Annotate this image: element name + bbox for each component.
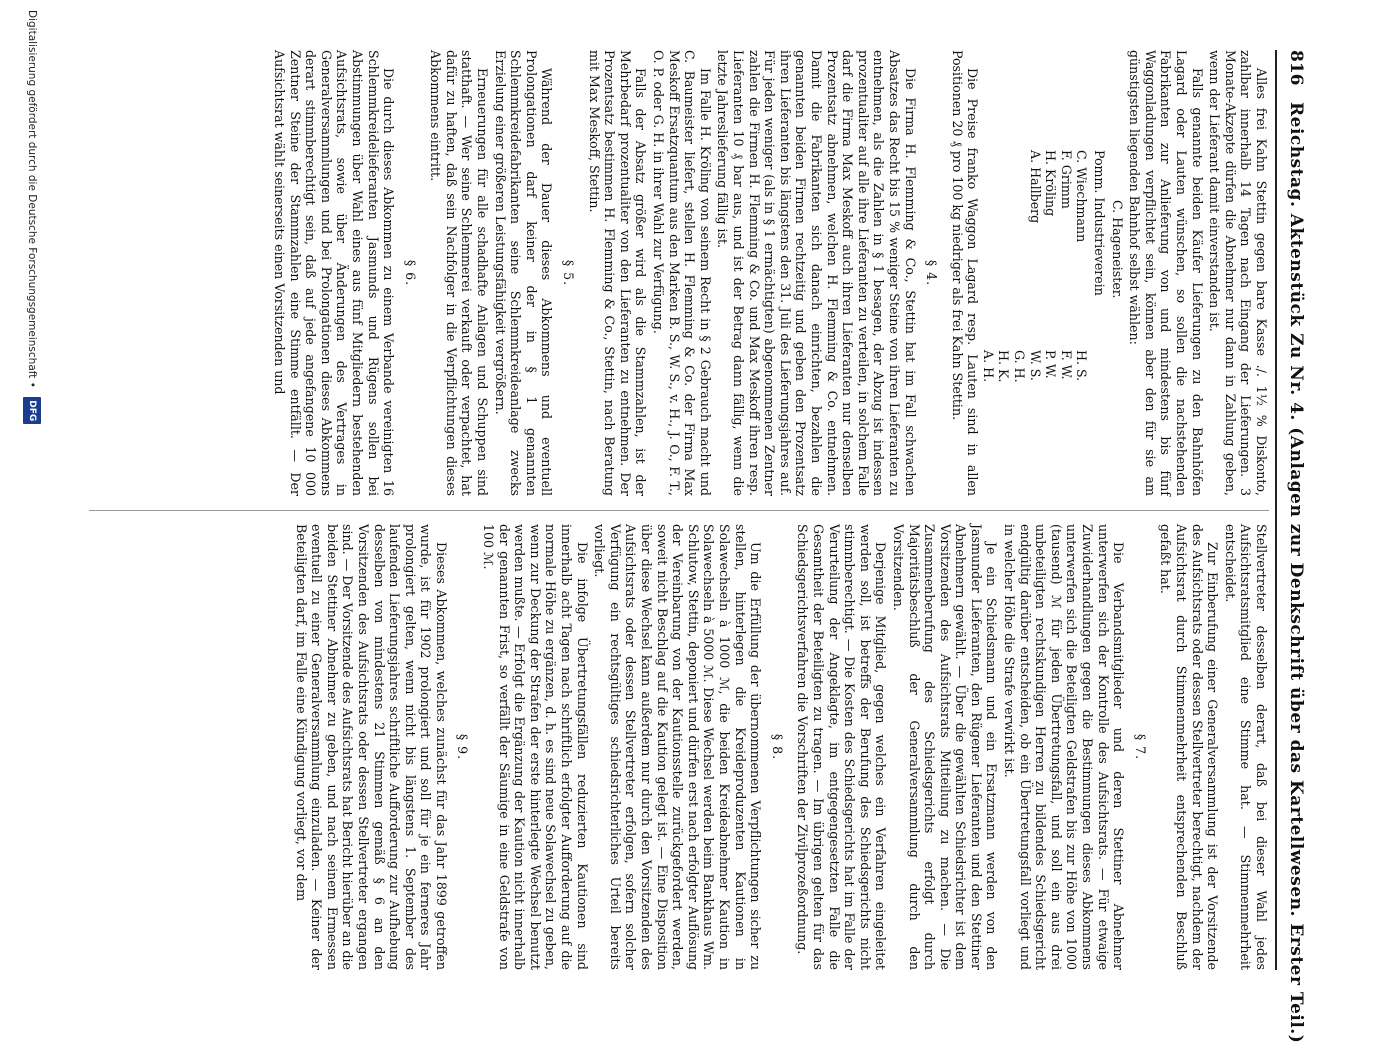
paragraph: Die durch dieses Abkommen zu einem Verbande vereinigten 16 Schlemmkreidelieferanten Jasmunds und Rügens sollen bei Abstimmungen über Wahl eines aus fünf Mitgliedern bestehenden Aufsichtsrats, sowie über Änderungen des Vertrages in Generalversammlungen und bei Prolongationen dieses Abkommens derart stimmberechtigt sein, daß auf jede angefangene 10 000 Zentner Steine der Stammzahlen eine Stimme entfällt. — Der Aufsichtsrat wählt seinerseits einen Vorsitzenden und	[271, 50, 397, 496]
signatory-initials: F. W.	[1058, 350, 1074, 380]
paragraph: Falls genannte beiden Käufer Lieferungen zu den Bahnhöfen Lagard oder Lauten wünschen, so sollen die nachstehenden Fabrikanten zur Anlieferung von und mindestens bis fünf Waggonladungen verpflichtet sein, können aber den für sie am günstigsten liegenden Bahnhof selbst wählen:	[1127, 50, 1205, 496]
section-heading: § 9.	[455, 733, 471, 761]
signatory-heading: C. Hageneister.	[1109, 200, 1125, 299]
left-column	[269, 50, 1269, 496]
notice-text: Digitalisierung gefördert durch die Deutsche Forschungsgemeinschaft •	[26, 10, 38, 388]
signatory-row	[1012, 50, 1028, 496]
section-heading: § 4.	[924, 259, 940, 287]
signatory-initials: W. S.	[1027, 350, 1043, 381]
paragraph: Falls der Absatz größer wird als die Stammzahlen, ist der Mehrbedarf prozentualiter von den Lieferanten zu entnehmen. Der Prozentsatz bestimmen H. Flemming & Co., Stettin, nach Beratung mit Max Meskoff, Stettin.	[586, 50, 649, 496]
signatory-name: A. Hallberg	[1027, 150, 1043, 224]
signatory-row	[1058, 50, 1074, 496]
signatory-name: F. Grimm	[1058, 150, 1074, 209]
signatory-row	[980, 50, 996, 496]
section-heading: § 8.	[769, 733, 785, 761]
signatory-row	[1074, 50, 1090, 496]
paragraph: Zur Einberufung einer Generalversammlung ist der Vorsitzende des Aufsichtsrats oder dessen Stellvertreter berechtigt, nachdem der Aufsichtsrat durch Stimmenmehrheit entsprechenden Beschluß gefaßt hat.	[1158, 524, 1221, 970]
section-heading: § 5.	[561, 259, 577, 287]
paragraph: Erneuerungen für alle schadhafte Anlagen und Schuppen sind statthaft. — Wer seine Schlemmerei verkauft oder verpachtet, hat dafür zu haften, daß sein Nachfolger in die Verpflichtungen dieses Abkommens eintritt.	[428, 50, 491, 496]
paragraph: Derjenige Mitglied, gegen welches ein Verfahren eingeleitet werden soll, ist betreffs der Berufung des Schiedsgerichts nicht stimmberechtigt. — Die Kosten des Schiedsgerichts hat im Falle der Verurteilung der Angeklagte, im entgegengesetzten Falle die Gesamtheit der Beteiligten zu tragen. — Im übrigen gelten für das Schiedsgerichtsverfahren die Vorschriften der Zivilprozeßordnung.	[795, 524, 889, 970]
signatory-initials: P. W.	[1043, 350, 1059, 379]
column-divider	[89, 510, 1269, 511]
header-rule	[1275, 50, 1277, 970]
paragraph: Die Firma H. Flemming & Co., Stettin hat im Fall schwachen Absatzes das Recht bis 15 % weniger Steine von ihren Lieferanten zu entnehmen, als die Zahlen in § 1 besagen, der Abzug ist indessen prozentualiter auf alle ihre Lieferanten zu verteilen, in solchem Falle darf die Firma Max Meskoff auch ihren Lieferanten nur denselben Prozentsatz abnehmen, welchen H. Flemming & Co. entnehmen. Damit die Fabrikanten sich danach einrichten, bezahlen die genannten beiden Firmen rechtzeitig und geben den Prozentsatz ihren Lieferanten bis längstens den 31. Juli des Lieferungsjahres auf. Für jeden weniger (als in § 1 ermächtigten) abgenommenen Zentner zahlen die Firmen H. Flemming & Co. und Max Meskoff ihren resp. Lieferanten 10 ₰ bar aus, und ist der Betrag dann fällig, wenn die letzte Jahreslieferung fällig ist.	[715, 50, 918, 496]
page-sheet	[83, 50, 1313, 1043]
dfg-logo-icon: DFG	[23, 397, 41, 424]
page-number: 816	[1286, 50, 1306, 86]
page-title: Reichstag. Aktenstück Zu Nr. 4. (Anlagen zur Denkschrift über das Kartellwesen. Erster Teil.)	[1286, 102, 1306, 1043]
signatory-name	[1012, 50, 1028, 350]
paragraph: Im Falle H. Kröling von seinem Recht in § 2 Gebrauch macht und C. Baumeister liefert, stellen H. Flemming & Co. der Firma Max Meskoff Ersatzquantum aus den Marken B. S., W. S., v. H., J. O., F. T., O. P. oder G. H. in ihrer Wahl zur Verfügung.	[651, 50, 713, 496]
signatory-name: C. Wiechmann	[1074, 150, 1090, 243]
signatory-name	[996, 50, 1012, 350]
signatory-name: H. Kröling	[1043, 150, 1059, 217]
paragraph: Die Preise franko Waggon Lagard resp. Lauten sind in allen Positionen 20 ₰ pro 100 kg niedriger als frei Kahn Stettin.	[949, 50, 981, 496]
signatory-row	[1043, 50, 1059, 496]
section-heading: § 6.	[402, 259, 418, 287]
paragraph: Die Verbandsmitglieder und deren Stettiner Abnehmer unterwerfen sich der Kontrolle des Aufsichtsrats. — Für etwaige Zuwiderhandlungen gegen die Bestimmungen dieses Abkommens unterwerfen sich die Beteiligten Geldstrafen bis zur Höhe von 1000 (tausend) ℳ für jeden Übertretungsfall, und soll ein aus drei unbeteiligten rechtskundigen Herren zu bildendes Schiedsgericht endgültig darüber entscheiden, ob ein Übertretungsfall vorliegt und in welcher Höhe die Strafe verwirkt ist.	[1002, 524, 1127, 970]
signatory-initials: A. H.	[980, 350, 996, 383]
paragraph: Je ein Schiedsmann und ein Ersatzmann werden von den Jasmunder Lieferanten, den Rügener Lieferanten und den Stettiner Abnehmern gewählt. — Über die gewählten Schiedsrichter ist dem Vorsitzenden des Aufsichtsrats Mitteilung zu machen. — Die Zusammenberufung des Schiedsgerichts erfolgt durch Majoritätsbeschluß der Generalversammlung durch den Vorsitzenden.	[890, 524, 1000, 970]
section-heading: § 7.	[1132, 733, 1148, 761]
signatory-row	[1027, 50, 1043, 496]
paragraph: Alles frei Kahn Stettin gegen bare Kasse ./. 1½ % Diskonto, zahlbar innerhalb 14 Tagen nach Eingang der Lieferungen. 3 Monate-Akzepte dürfen die Abnehmer nur dann in Zahlung geben, wenn der Lieferant damit einverstanden ist.	[1207, 50, 1269, 496]
paragraph: Dieses Abkommen, welches zunächst für das Jahr 1899 getroffen wurde, ist für 1902 prolongiert und soll für je ein ferneres Jahr prolongiert gelten, wenn nicht bis längstens 1. September des laufenden Lieferungsjahres schriftliche Aufforderung zur Aufhebung desselben von mindestens 21 Stimmen gemäß § 6 an den Vorsitzenden des Aufsichtsrats oder dessen Stellvertreter ergangen sind. — Der Vorsitzende des Aufsichtsrats hat Bericht hierüber an die beiden Stettiner Abnehmer zu geben, und nach seinem Ermessen eventuell zu einer Generalversammlung einzuladen. — Keiner der Beteiligten darf, im Falle eine Kündigung vorliegt, vor dem	[293, 524, 449, 970]
page-header	[1279, 50, 1313, 1043]
signatory-subheading: Pomm. Industrieverein	[1092, 150, 1108, 296]
digitization-notice	[25, 10, 41, 990]
signatory-initials: H. K.	[996, 350, 1012, 383]
paragraph: Die infolge Übertretungsfällen reduzierten Kautionen sind innerhalb acht Tagen nach schriftlich erfolgter Aufforderung auf die normale Höhe zu ergänzen, d. h. es sind neue Solawechsel zu geben, wenn zur Deckung der Strafen der erste hinterlegte Wechsel benutzt werden mußte. — Erfolgt die Ergänzung der Kaution nicht innerhalb der genannten Frist, so verfällt der Säumige in eine Geldstrafe von 100 ℳ.	[481, 524, 590, 970]
right-column	[291, 524, 1269, 970]
signatory-row	[996, 50, 1012, 496]
paragraph: Stellvertreter desselben derart, daß bei dieser Wahl jedes Aufsichtsratsmitglied eine Stimme hat. — Stimmenmehrheit entscheidet.	[1222, 524, 1269, 970]
signatory-name	[980, 50, 996, 350]
signatory-initials: H. S.	[1074, 350, 1090, 382]
paragraph: Um die Erfüllung der übernommenen Verpflichtungen sicher zu stellen, hinterlegen die Kreideproduzenten Kautionen in Solawechseln à 1000 ℳ, die beiden Kreideabnehmer Kaution in Solawechseln à 5000 ℳ. Diese Wechsel werden beim Bankhaus Wm. Schlutow, Stettin, deponiert und dürfen erst nach erfolgter Auflösung der Vereinbarung von der Kautionsstelle zurückgefordert werden, soweit nicht Beschlag auf die Kaution gelegt ist. — Eine Disposition über diese Wechsel kann außerdem nur durch den Vorsitzenden des Aufsichtsrats oder dessen Stellvertreter erfolgen, sofern solcher Verfügung ein rechtsgültiges schiedsrichterliches Urteil bereits vorliegt.	[592, 524, 764, 970]
paragraph: Während der Dauer dieses Abkommens und eventuell Prolongationen darf keiner der in § 1 genannten Schlemmkreidefabrikanten seine Schlemmkreideanlage zwecks Erzielung einer größeren Leistungsfähigkeit vergrößern.	[492, 50, 555, 496]
signatory-initials: G. H.	[1012, 350, 1028, 383]
